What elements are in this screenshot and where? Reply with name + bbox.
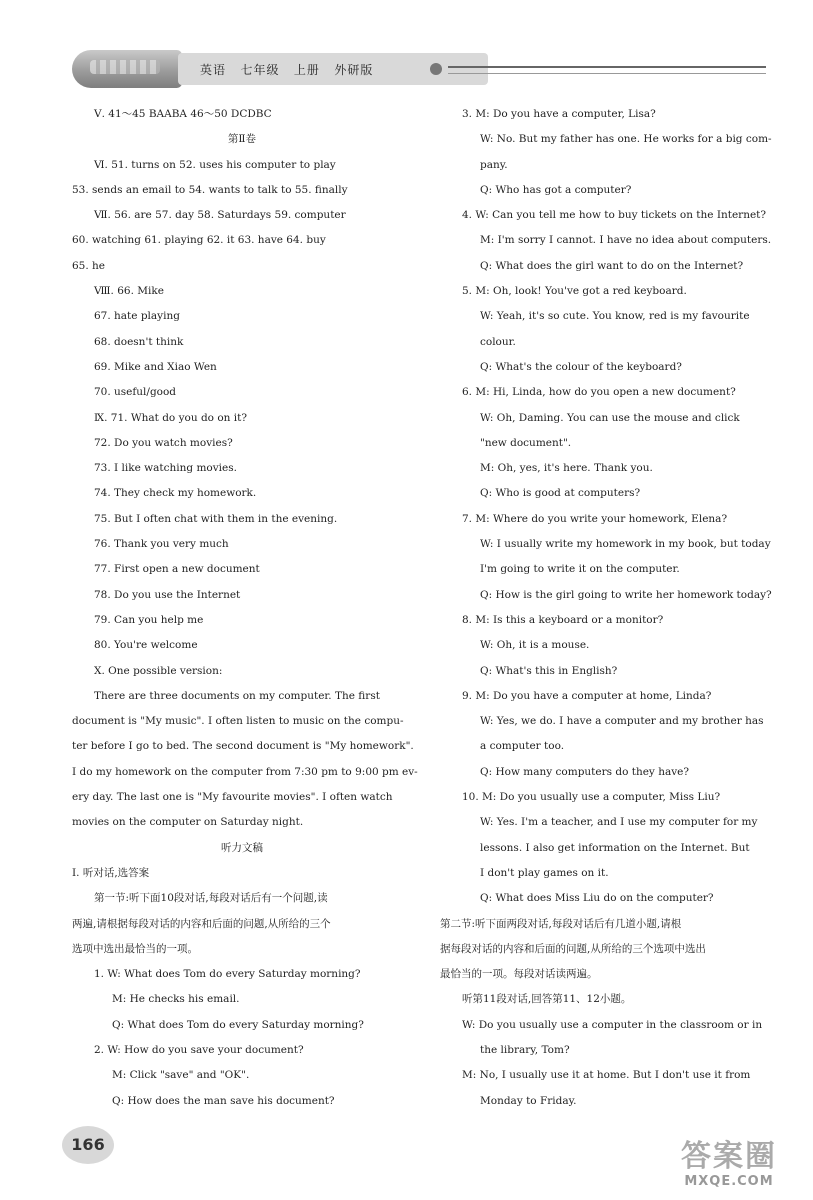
- text-line: 听力文稿: [221, 841, 263, 854]
- text-line: 两遍,请根据每段对话的内容和后面的问题,从所给的三个: [72, 917, 331, 930]
- watermark-text: 答案圈: [681, 1139, 777, 1174]
- page-header: [72, 50, 772, 90]
- left-column: [72, 102, 418, 1114]
- text-line: 77. First open a new document: [94, 563, 260, 576]
- text-line: 70. useful/good: [94, 386, 177, 399]
- text-line: 69. Mike and Xiao Wen: [94, 360, 217, 373]
- text-line: 53. sends an email to 54. wants to talk to 55. finally: [72, 183, 348, 196]
- watermark-url: MXQE.COM: [684, 1174, 774, 1189]
- header-logo: [72, 50, 182, 88]
- text-line: Monday to Friday.: [480, 1094, 577, 1107]
- text-line: W: Yes. I'm a teacher, and I use my computer for my: [480, 816, 758, 829]
- text-line: Ⅹ. One possible version:: [94, 664, 223, 677]
- text-line: 9. M: Do you have a computer at home, Linda?: [462, 689, 712, 702]
- text-line: W: Yes, we do. I have a computer and my brother has: [480, 715, 764, 728]
- text-line: Q: Who is good at computers?: [480, 487, 641, 500]
- text-line: There are three documents on my computer. The first: [94, 689, 380, 702]
- text-line: Ⅵ. 51. turns on 52. uses his computer to play: [94, 158, 336, 171]
- text-line: Q: How is the girl going to write her homework today?: [480, 588, 772, 601]
- watermark-logo: [649, 1140, 809, 1196]
- text-line: M: Oh, yes, it's here. Thank you.: [480, 462, 653, 475]
- text-line: M: Click "save" and "OK".: [112, 1069, 250, 1082]
- text-line: 75. But I often chat with them in the evening.: [94, 512, 338, 525]
- text-line: Q: Who has got a computer?: [480, 183, 632, 196]
- text-line: movies on the computer on Saturday night.: [72, 816, 304, 829]
- text-line: 第Ⅱ卷: [227, 133, 257, 146]
- text-line: 72. Do you watch movies?: [94, 436, 233, 449]
- text-line: colour.: [480, 335, 516, 348]
- text-line: W: I usually write my homework in my book, but today: [480, 538, 771, 551]
- text-line: ery day. The last one is "My favourite movies". I often watch: [72, 791, 393, 804]
- text-line: document is "My music". I often listen to music on the compu-: [72, 715, 404, 728]
- text-line: Ⅷ. 66. Mike: [94, 285, 164, 298]
- text-line: 7. M: Where do you write your homework, Elena?: [462, 512, 728, 525]
- text-line: Q: How many computers do they have?: [480, 765, 690, 778]
- text-line: the library, Tom?: [480, 1043, 570, 1056]
- text-line: 79. Can you help me: [94, 613, 204, 626]
- text-line: W: No. But my father has one. He works for a big com-: [480, 133, 772, 146]
- text-line: a computer too.: [480, 740, 565, 753]
- text-line: 76. Thank you very much: [94, 538, 229, 551]
- text-line: Q: What's this in English?: [480, 664, 618, 677]
- text-line: I do my homework on the computer from 7:30 pm to 9:00 pm ev-: [72, 765, 418, 778]
- text-line: M: He checks his email.: [112, 993, 240, 1006]
- text-line: 第二节:听下面两段对话,每段对话后有几道小题,请根: [440, 917, 682, 930]
- text-line: 4. W: Can you tell me how to buy tickets on the Internet?: [462, 209, 767, 222]
- text-line: Ⅰ. 听对话,选答案: [72, 866, 150, 879]
- text-line: Q: What's the colour of the keyboard?: [480, 360, 682, 373]
- text-line: 据每段对话的内容和后面的问题,从所给的三个选项中选出: [440, 942, 706, 955]
- page-number: 166: [62, 1126, 114, 1164]
- text-line: 65. he: [72, 259, 106, 272]
- text-line: 3. M: Do you have a computer, Lisa?: [462, 108, 656, 120]
- text-line: Ⅶ. 56. are 57. day 58. Saturdays 59. computer: [94, 209, 346, 222]
- text-line: 73. I like watching movies.: [94, 462, 237, 475]
- header-dot-icon: [430, 63, 442, 75]
- text-line: W: Oh, Daming. You can use the mouse and click: [480, 411, 740, 424]
- text-line: Q: How does the man save his document?: [112, 1094, 335, 1107]
- text-line: 选项中选出最恰当的一项。: [72, 942, 198, 955]
- text-line: Ⅴ. 41～45 BAABA 46～50 DCDBC: [94, 108, 272, 120]
- text-line: M: No, I usually use it at home. But I don't use it from: [462, 1069, 751, 1082]
- text-line: W: Oh, it is a mouse.: [480, 639, 590, 652]
- text-line: W: Do you usually use a computer in the classroom or in: [462, 1018, 763, 1031]
- text-line: 68. doesn't think: [94, 335, 184, 348]
- text-line: ter before I go to bed. The second document is "My homework".: [72, 740, 414, 753]
- text-line: Ⅸ. 71. What do you do on it?: [94, 411, 247, 424]
- text-line: 最恰当的一项。每段对话读两遍。: [440, 968, 598, 981]
- text-line: pany.: [480, 158, 508, 171]
- text-line: Q: What does Miss Liu do on the computer?: [480, 892, 714, 905]
- text-line: Q: What does Tom do every Saturday morning?: [112, 1018, 364, 1031]
- text-line: 6. M: Hi, Linda, how do you open a new document?: [462, 386, 736, 399]
- text-line: 5. M: Oh, look! You've got a red keyboard.: [462, 285, 687, 298]
- text-line: 1. W: What does Tom do every Saturday morning?: [94, 968, 361, 981]
- text-line: lessons. I also get information on the Internet. But: [480, 841, 750, 854]
- text-line: I'm going to write it on the computer.: [480, 563, 680, 576]
- text-line: 74. They check my homework.: [94, 487, 257, 500]
- text-line: I don't play games on it.: [480, 866, 609, 879]
- text-line: M: I'm sorry I cannot. I have no idea about computers.: [480, 234, 772, 247]
- text-line: Q: What does the girl want to do on the Internet?: [480, 259, 744, 272]
- text-line: 2. W: How do you save your document?: [94, 1043, 304, 1056]
- text-line: W: Yeah, it's so cute. You know, red is my favourite: [480, 310, 750, 323]
- header-rule: [448, 66, 766, 74]
- text-line: "new document".: [480, 436, 572, 449]
- text-line: 78. Do you use the Internet: [94, 588, 241, 601]
- text-line: 80. You're welcome: [94, 639, 198, 652]
- header-title: 英语 七年级 上册 外研版: [200, 63, 374, 77]
- text-line: 第一节:听下面10段对话,每段对话后有一个问题,读: [94, 892, 328, 905]
- text-line: 60. watching 61. playing 62. it 63. have 64. buy: [72, 234, 326, 247]
- text-line: 8. M: Is this a keyboard or a monitor?: [462, 613, 664, 626]
- right-column: [440, 102, 770, 1114]
- text-line: 听第11段对话,回答第11、12小题。: [462, 993, 632, 1006]
- text-line: 10. M: Do you usually use a computer, Miss Liu?: [462, 791, 721, 804]
- text-line: 67. hate playing: [94, 310, 180, 323]
